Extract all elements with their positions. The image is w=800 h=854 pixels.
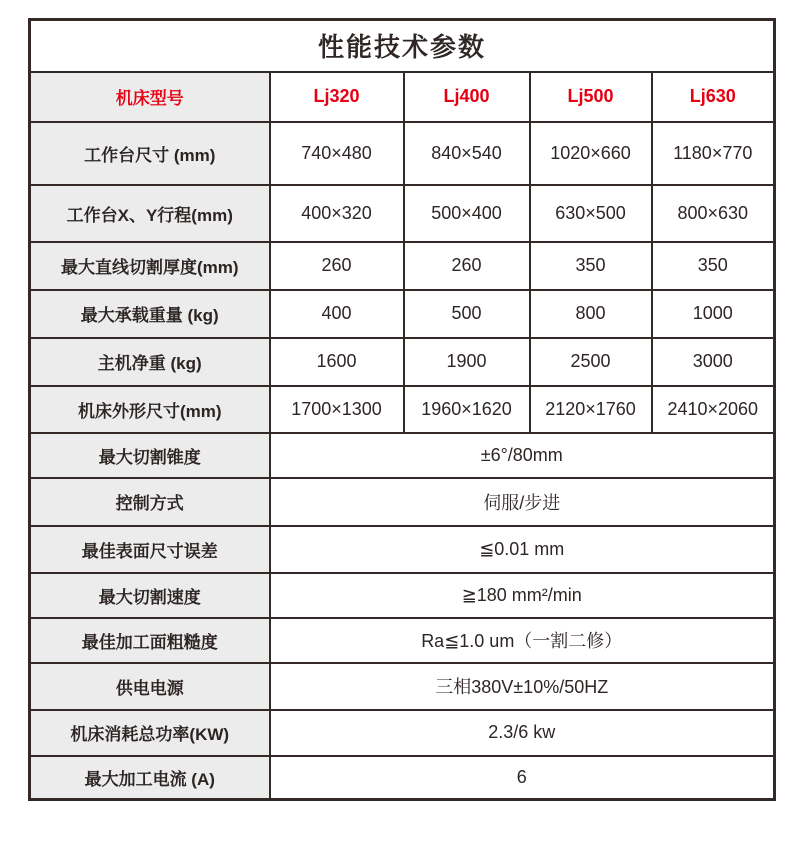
spec-value-cell: 1000 (652, 290, 775, 338)
spec-value-cell: 1700×1300 (270, 386, 404, 433)
table-row (30, 618, 775, 663)
spec-merged-value-cell: ±6°/80mm (270, 433, 775, 478)
spec-value-cell: 740×480 (270, 122, 404, 185)
spec-value-cell: 2500 (530, 338, 652, 386)
table-row (30, 290, 775, 338)
spec-value-cell: 260 (404, 242, 530, 290)
table-row (30, 710, 775, 756)
spec-label-cell: 最大直线切割厚度(mm) (30, 242, 270, 290)
table-row (30, 242, 775, 290)
spec-label-cell: 最大切割速度 (30, 573, 270, 618)
table-row (30, 386, 775, 433)
table-row (30, 433, 775, 478)
spec-value-cell: 2410×2060 (652, 386, 775, 433)
table-row (30, 122, 775, 185)
model-header-lj400: Lj400 (404, 72, 530, 122)
spec-label-cell: 最大切割锥度 (30, 433, 270, 478)
spec-merged-value-cell: ≦0.01 mm (270, 526, 775, 573)
spec-label-cell: 供电电源 (30, 663, 270, 710)
spec-label-cell: 控制方式 (30, 478, 270, 526)
spec-value-cell: 400×320 (270, 185, 404, 242)
spec-value-cell: 800 (530, 290, 652, 338)
spec-merged-value-cell: 2.3/6 kw (270, 710, 775, 756)
table-row (30, 338, 775, 386)
spec-label-cell: 主机净重 (kg) (30, 338, 270, 386)
spec-merged-value-cell: Ra≦1.0 um（一割二修） (270, 618, 775, 663)
model-header-lj500: Lj500 (530, 72, 652, 122)
table-row (30, 663, 775, 710)
table-row (30, 185, 775, 242)
table-row (30, 526, 775, 573)
header-row (30, 72, 775, 122)
spec-value-cell: 1960×1620 (404, 386, 530, 433)
spec-value-cell: 500 (404, 290, 530, 338)
model-header-lj630: Lj630 (652, 72, 775, 122)
performance-spec-table (28, 18, 776, 801)
spec-value-cell: 2120×1760 (530, 386, 652, 433)
spec-merged-value-cell: 伺服/步进 (270, 478, 775, 526)
table-row (30, 756, 775, 800)
spec-value-cell: 1900 (404, 338, 530, 386)
spec-label-cell: 最佳加工面粗糙度 (30, 618, 270, 663)
page-title: 性能技术参数 (30, 20, 775, 72)
header-machine-model-label: 机床型号 (30, 72, 270, 122)
spec-value-cell: 260 (270, 242, 404, 290)
spec-value-cell: 400 (270, 290, 404, 338)
model-header-lj320: Lj320 (270, 72, 404, 122)
spec-value-cell: 3000 (652, 338, 775, 386)
spec-value-cell: 500×400 (404, 185, 530, 242)
spec-value-cell: 350 (530, 242, 652, 290)
spec-value-cell: 1600 (270, 338, 404, 386)
spec-merged-value-cell: 6 (270, 756, 775, 800)
spec-label-cell: 机床消耗总功率(KW) (30, 710, 270, 756)
spec-value-cell: 630×500 (530, 185, 652, 242)
spec-value-cell: 1020×660 (530, 122, 652, 185)
spec-merged-value-cell: ≧180 mm²/min (270, 573, 775, 618)
spec-label-cell: 工作台尺寸 (mm) (30, 122, 270, 185)
title-row (30, 20, 775, 72)
table-row (30, 478, 775, 526)
spec-label-cell: 工作台X、Y行程(mm) (30, 185, 270, 242)
spec-merged-value-cell: 三相380V±10%/50HZ (270, 663, 775, 710)
spec-value-cell: 1180×770 (652, 122, 775, 185)
spec-value-cell: 800×630 (652, 185, 775, 242)
spec-value-cell: 350 (652, 242, 775, 290)
spec-label-cell: 最佳表面尺寸误差 (30, 526, 270, 573)
spec-label-cell: 最大加工电流 (A) (30, 756, 270, 800)
spec-value-cell: 840×540 (404, 122, 530, 185)
table-row (30, 573, 775, 618)
spec-label-cell: 最大承载重量 (kg) (30, 290, 270, 338)
spec-label-cell: 机床外形尺寸(mm) (30, 386, 270, 433)
